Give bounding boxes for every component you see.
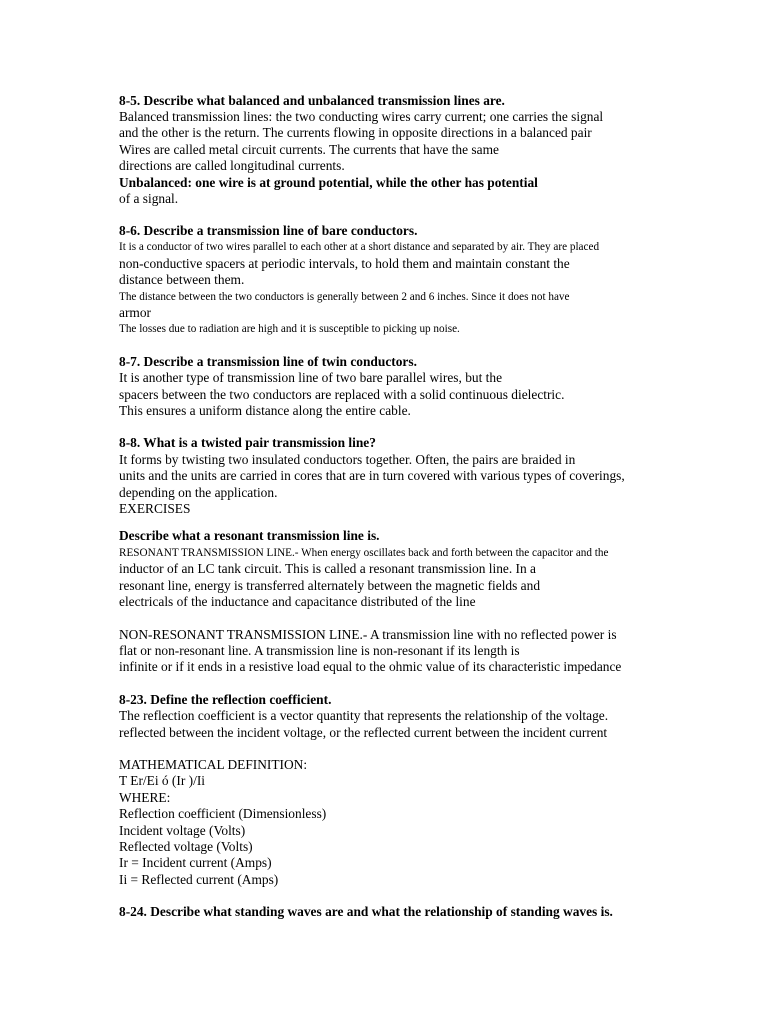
paragraph-line: It is another type of transmission line of two bare parallel wires, but the <box>119 370 503 385</box>
paragraph-line: units and the units are carried in cores that are in turn covered with various types of coverings, <box>119 468 625 483</box>
formula-line: T Er/Ei ó (Ir )/Ii <box>119 773 206 788</box>
definition-line: Reflection coefficient (Dimensionless) <box>119 806 327 821</box>
paragraph-line: flat or non-resonant line. A transmission line is non-resonant if its length is <box>119 643 520 658</box>
paragraph-line-small: The losses due to radiation are high and it is susceptible to picking up noise. <box>119 323 460 335</box>
definition-line: Reflected voltage (Volts) <box>119 839 253 854</box>
paragraph-line: spacers between the two conductors are replaced with a solid continuous dielectric. <box>119 387 565 402</box>
paragraph-line: reflected between the incident voltage, or the reflected current between the incident current <box>119 725 608 740</box>
paragraph-line: armor <box>119 305 151 320</box>
paragraph-line: of a signal. <box>119 191 179 206</box>
heading-8-7: 8-7. Describe a transmission line of twin conductors. <box>119 354 417 369</box>
paragraph-line: resonant line, energy is transferred alternately between the magnetic fields and <box>119 578 541 593</box>
paragraph-line: inductor of an LC tank circuit. This is called a resonant transmission line. In a <box>119 561 536 576</box>
paragraph-line-small: RESONANT TRANSMISSION LINE.- When energy oscillates back and forth between the capacitor and the <box>119 547 609 559</box>
heading-resonant: Describe what a resonant transmission line is. <box>119 528 380 543</box>
paragraph-line: Wires are called metal circuit currents. The currents that have the same <box>119 142 499 157</box>
definition-line: Ir = Incident current (Amps) <box>119 855 272 870</box>
heading-8-23: 8-23. Define the reflection coefficient. <box>119 692 332 707</box>
paragraph-line: non-conductive spacers at periodic intervals, to hold them and maintain constant the <box>119 256 570 271</box>
paragraph-line: infinite or if it ends in a resistive load equal to the ohmic value of its characteristic impedance <box>119 659 622 674</box>
unbalanced-line: Unbalanced: one wire is at ground potential, while the other has potential <box>119 175 538 190</box>
heading-8-24: 8-24. Describe what standing waves are and what the relationship of standing waves is. <box>119 904 613 919</box>
paragraph-line-small: It is a conductor of two wires parallel to each other at a short distance and separated by air. They are placed <box>119 241 600 253</box>
math-definition-label: MATHEMATICAL DEFINITION: <box>119 757 308 772</box>
paragraph-line: and the other is the return. The currents flowing in opposite directions in a balanced pair <box>119 125 592 140</box>
where-label: WHERE: <box>119 790 171 805</box>
paragraph-line: distance between them. <box>119 272 245 287</box>
heading-8-6: 8-6. Describe a transmission line of bare conductors. <box>119 223 418 238</box>
paragraph-line: It forms by twisting two insulated conductors together. Often, the pairs are braided in <box>119 452 576 467</box>
heading-8-5: 8-5. Describe what balanced and unbalanced transmission lines are. <box>119 93 505 108</box>
definition-line: Ii = Reflected current (Amps) <box>119 872 279 887</box>
paragraph-line: electricals of the inductance and capacitance distributed of the line <box>119 594 476 609</box>
heading-8-8: 8-8. What is a twisted pair transmission line? <box>119 435 376 450</box>
paragraph-line-small: The distance between the two conductors is generally between 2 and 6 inches. Since it does not have <box>119 291 570 303</box>
paragraph-line: NON-RESONANT TRANSMISSION LINE.- A transmission line with no reflected power is <box>119 627 617 642</box>
paragraph-line: Balanced transmission lines: the two conducting wires carry current; one carries the signal <box>119 109 604 124</box>
paragraph-line: depending on the application. <box>119 485 278 500</box>
paragraph-line: This ensures a uniform distance along the entire cable. <box>119 403 411 418</box>
definition-line: Incident voltage (Volts) <box>119 823 246 838</box>
paragraph-line: The reflection coefficient is a vector quantity that represents the relationship of the voltage. <box>119 708 609 723</box>
paragraph-line: directions are called longitudinal currents. <box>119 158 345 173</box>
exercises-label: EXERCISES <box>119 501 191 516</box>
